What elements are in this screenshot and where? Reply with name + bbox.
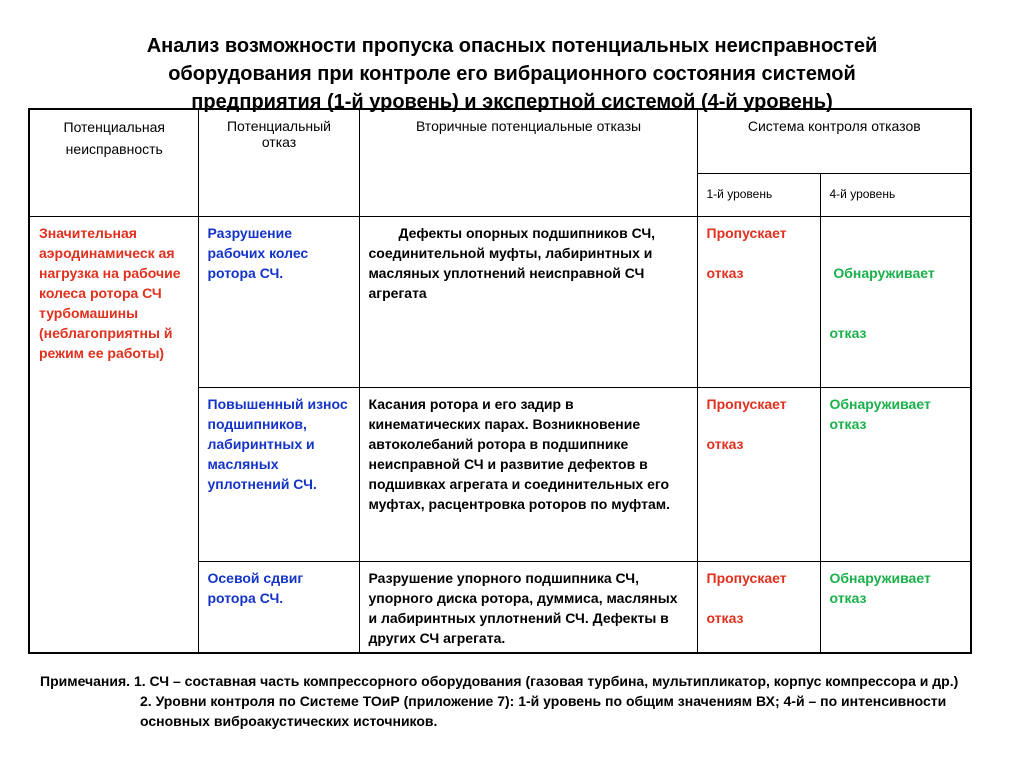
table-row (29, 216, 971, 387)
secondary-failures-cell: Дефекты опорных подшипников СЧ, соединительной муфты, лабиринтных и масляных уплотнений неисправной СЧ агрегата (359, 216, 697, 387)
level-1-status-word: отказ (706, 435, 744, 452)
potential-failure-cell: Повышенный износ подшипников, лабиринтных и масляных уплотнений СЧ. (198, 387, 359, 561)
header-secondary-failures (359, 109, 697, 216)
header-potential-failure-line2: отказ (261, 134, 297, 150)
header-potential-fault (29, 109, 198, 216)
header-potential-fault-line1: Потенциальная (63, 119, 165, 135)
subheader-level-4: 4-й уровень (820, 173, 971, 216)
potential-failure-cell: Осевой сдвиг ротора СЧ. (198, 561, 359, 653)
header-secondary-failures-text: Вторичные потенциальные отказы (415, 118, 642, 134)
level-4-status: Обнаруживает (829, 395, 931, 412)
potential-fault-cell: Значительная аэродинамическ ая нагрузка на рабочие колеса ротора СЧ турбомашины (неблагоприятны й режим ее работы) (29, 216, 198, 653)
notes-section (40, 671, 1000, 731)
level-1-status: Пропускает (706, 569, 787, 586)
title-line-3: предприятия (1-й уровень) и экспертной системой (4-й уровень) (191, 91, 833, 113)
document-title (40, 32, 984, 116)
header-control-system-text: Система контроля отказов (747, 118, 921, 134)
level-4-cell (820, 387, 971, 561)
title-line-2: оборудования при контроле его вибрационного состояния системой (168, 63, 856, 85)
level-4-cell (820, 561, 971, 653)
secondary-failures-cell: Касания ротора и его задир в кинематических парах. Возникновение автоколебаний ротора в подшипнике неисправной СЧ и развитие дефектов в подшивках агрегата и соединительных его муфтах, расцентровка роторов по муфтам. (359, 387, 697, 561)
level-1-status: Пропускает (706, 395, 787, 412)
secondary-failures-cell: Разрушение упорного подшипника СЧ, упорного диска ротора, думмиса, масляных и лабиринтных уплотнений СЧ. Дефекты в других СЧ агрегата. (359, 561, 697, 653)
note-1: Примечания. 1. СЧ – составная часть компрессорного оборудования (газовая турбина, мультипликатор, корпус компрессора и др.) (40, 673, 959, 689)
level-1-cell (697, 216, 820, 387)
level-4-status-word: отказ (829, 589, 867, 606)
level-4-cell (820, 216, 971, 387)
level-1-cell (697, 561, 820, 653)
level-4-status: Обнаруживает (829, 264, 935, 281)
level-1-status-word: отказ (706, 609, 744, 626)
header-potential-failure-line1: Потенциальный (226, 118, 331, 134)
level-4-status: Обнаруживает (829, 569, 931, 586)
level-4-status-word: отказ (829, 324, 867, 341)
header-potential-failure (198, 109, 359, 216)
header-control-system (697, 109, 971, 173)
header-potential-fault-line2: неисправность (65, 141, 163, 157)
potential-failure-cell: Разрушение рабочих колес ротора СЧ. (198, 216, 359, 387)
note-2: 2. Уровни контроля по Системе ТОиР (приложение 7): 1-й уровень по общим значениям ВХ; 4-й – по интенсивности основных виброакустических источников. (140, 693, 947, 729)
level-1-status-word: отказ (706, 264, 744, 281)
level-4-status-word: отказ (829, 415, 867, 432)
failure-analysis-table (28, 108, 972, 654)
title-line-1: Анализ возможности пропуска опасных потенциальных неисправностей (146, 35, 878, 57)
level-1-status: Пропускает (706, 224, 787, 241)
header-row (29, 109, 971, 173)
subheader-level-1: 1-й уровень (697, 173, 820, 216)
level-1-cell (697, 387, 820, 561)
